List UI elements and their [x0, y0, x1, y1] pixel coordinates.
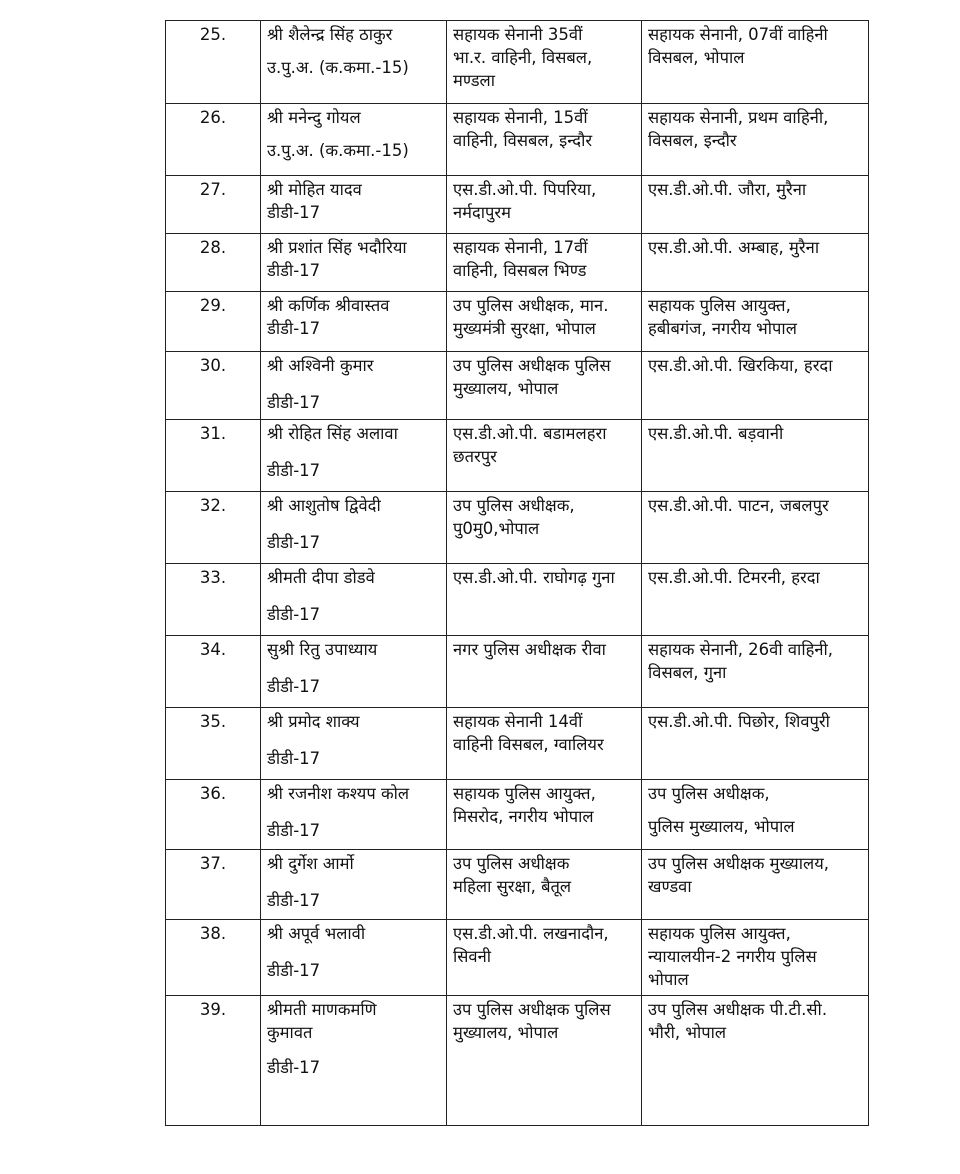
new-posting-cell	[642, 234, 869, 292]
new-posting-cell	[642, 492, 869, 564]
serial-number-cell	[166, 21, 261, 104]
new-posting-cell	[642, 996, 869, 1126]
table-row	[166, 104, 869, 176]
current-posting-line: एस.डी.ओ.पी. पिपरिया,	[453, 180, 597, 199]
table-row	[166, 636, 869, 708]
officer-designation: डीडी-17	[267, 1058, 321, 1077]
current-posting-line: सहायक सेनानी, 15वीं	[453, 108, 588, 127]
current-posting-line: मण्डला	[453, 71, 495, 90]
current-posting-line: मिसरोद, नगरीय भोपाल	[453, 807, 594, 826]
officer-cell	[261, 564, 447, 636]
serial-number: 25.	[199, 25, 227, 44]
table-row	[166, 780, 869, 850]
current-posting-line: उप पुलिस अधीक्षक,	[453, 496, 575, 515]
current-posting-line: उप पुलिस अधीक्षक, मान.	[453, 296, 609, 315]
current-posting-line: मुख्यालय, भोपाल	[453, 379, 559, 398]
officer-cell	[261, 420, 447, 492]
serial-number-cell	[166, 234, 261, 292]
serial-number-cell	[166, 780, 261, 850]
officer-cell	[261, 708, 447, 780]
officer-designation: डीडी-17	[267, 319, 321, 338]
new-posting-line: एस.डी.ओ.पी. बड़वानी	[648, 424, 784, 443]
serial-number: 33.	[199, 568, 227, 587]
table-row	[166, 850, 869, 920]
new-posting-line: खण्डवा	[648, 877, 692, 896]
officer-designation: डीडी-17	[267, 749, 321, 768]
current-posting-line: मुख्यमंत्री सुरक्षा, भोपाल	[453, 319, 596, 338]
officer-name: श्री शैलेन्द्र सिंह ठाकुर	[267, 25, 393, 44]
current-posting-line: सिवनी	[453, 947, 492, 966]
serial-number-cell	[166, 492, 261, 564]
serial-number-cell	[166, 850, 261, 920]
officer-designation: डीडी-17	[267, 533, 321, 552]
officer-designation: डीडी-17	[267, 961, 321, 980]
officer-cell	[261, 352, 447, 420]
new-posting-line: न्यायालयीन-2 नगरीय पुलिस	[648, 947, 817, 966]
serial-number: 27.	[199, 180, 227, 199]
officer-name: श्रीमती दीपा डोडवे	[267, 568, 375, 587]
new-posting-cell	[642, 564, 869, 636]
current-posting-line: एस.डी.ओ.पी. राघोगढ़ गुना	[453, 568, 615, 587]
new-posting-line: उप पुलिस अधीक्षक,	[648, 784, 770, 803]
serial-number: 38.	[199, 924, 227, 943]
new-posting-line: भौरी, भोपाल	[648, 1023, 727, 1042]
officer-cell	[261, 636, 447, 708]
current-posting-cell	[447, 492, 642, 564]
new-posting-cell	[642, 780, 869, 850]
current-posting-cell	[447, 292, 642, 352]
table-row	[166, 996, 869, 1126]
new-posting-line: हबीबगंज, नगरीय भोपाल	[648, 319, 797, 338]
serial-number: 36.	[199, 784, 227, 803]
table-row	[166, 176, 869, 234]
new-posting-cell	[642, 292, 869, 352]
serial-number: 34.	[199, 640, 227, 659]
table-row	[166, 292, 869, 352]
new-posting-line: सहायक पुलिस आयुक्त,	[648, 924, 791, 943]
officer-cell	[261, 780, 447, 850]
transfer-table-body	[166, 21, 869, 1126]
officer-designation: डीडी-17	[267, 605, 321, 624]
new-posting-cell	[642, 104, 869, 176]
new-posting-line: एस.डी.ओ.पी. पिछोर, शिवपुरी	[648, 712, 830, 731]
serial-number: 29.	[199, 296, 227, 315]
officer-cell	[261, 850, 447, 920]
officer-designation: डीडी-17	[267, 821, 321, 840]
new-posting-cell	[642, 420, 869, 492]
current-posting-line: उप पुलिस अधीक्षक पुलिस	[453, 1000, 611, 1019]
current-posting-line: उप पुलिस अधीक्षक पुलिस	[453, 356, 611, 375]
officer-designation: डीडी-17	[267, 461, 321, 480]
new-posting-line: एस.डी.ओ.पी. जौरा, मुरैना	[648, 180, 807, 199]
current-posting-line: एस.डी.ओ.पी. लखनादौन,	[453, 924, 609, 943]
officer-name: श्री दुर्गेश आर्मो	[267, 854, 354, 873]
officer-designation: डीडी-17	[267, 677, 321, 696]
current-posting-cell	[447, 352, 642, 420]
serial-number: 28.	[199, 238, 227, 257]
current-posting-line: सहायक पुलिस आयुक्त,	[453, 784, 596, 803]
new-posting-line: विसबल, भोपाल	[648, 48, 745, 67]
current-posting-cell	[447, 104, 642, 176]
officer-cell	[261, 920, 447, 996]
new-posting-cell	[642, 850, 869, 920]
officer-designation: डीडी-17	[267, 891, 321, 910]
serial-number: 31.	[199, 424, 227, 443]
current-posting-line: वाहिनी विसबल, ग्वालियर	[453, 735, 604, 754]
new-posting-line: विसबल, इन्दौर	[648, 131, 737, 150]
officer-cell	[261, 21, 447, 104]
serial-number: 39.	[199, 1000, 227, 1019]
officer-name: श्री कर्णिक श्रीवास्तव	[267, 296, 390, 315]
new-posting-line: एस.डी.ओ.पी. पाटन, जबलपुर	[648, 496, 829, 515]
serial-number-cell	[166, 564, 261, 636]
officer-designation: डीडी-17	[267, 261, 321, 280]
serial-number: 30.	[199, 356, 227, 375]
current-posting-line: पु0मु0,भोपाल	[453, 519, 540, 538]
officer-name: श्रीमती माणकमणि	[267, 1000, 377, 1019]
officer-name: श्री मोहित यादव	[267, 180, 362, 199]
new-posting-line: सहायक सेनानी, प्रथम वाहिनी,	[648, 108, 829, 127]
current-posting-line: सहायक सेनानी, 17वीं	[453, 238, 588, 257]
current-posting-line: वाहिनी, विसबल भिण्ड	[453, 261, 587, 280]
serial-number-cell	[166, 996, 261, 1126]
table-row	[166, 492, 869, 564]
current-posting-line: सहायक सेनानी 35वीं	[453, 25, 583, 44]
officer-name: श्री प्रशांत सिंह भदौरिया	[267, 238, 407, 257]
officer-cell	[261, 104, 447, 176]
new-posting-line: एस.डी.ओ.पी. टिमरनी, हरदा	[648, 568, 820, 587]
officer-name: श्री रोहित सिंह अलावा	[267, 424, 398, 443]
serial-number: 32.	[199, 496, 227, 515]
new-posting-line: एस.डी.ओ.पी. खिरकिया, हरदा	[648, 356, 833, 375]
officer-name: सुश्री रितु उपाध्याय	[267, 640, 378, 659]
new-posting-cell	[642, 21, 869, 104]
table-row	[166, 234, 869, 292]
current-posting-cell	[447, 920, 642, 996]
serial-number-cell	[166, 920, 261, 996]
new-posting-line: पुलिस मुख्यालय, भोपाल	[648, 817, 795, 836]
new-posting-line: एस.डी.ओ.पी. अम्बाह, मुरैना	[648, 238, 820, 257]
new-posting-line: भोपाल	[648, 970, 689, 989]
officer-name: श्री प्रमोद शाक्य	[267, 712, 360, 731]
officer-designation: डीडी-17	[267, 203, 321, 222]
current-posting-cell	[447, 996, 642, 1126]
serial-number-cell	[166, 708, 261, 780]
officer-cell	[261, 492, 447, 564]
serial-number: 37.	[199, 854, 227, 873]
serial-number-cell	[166, 176, 261, 234]
officer-name: श्री अपूर्व भलावी	[267, 924, 366, 943]
serial-number: 35.	[199, 712, 227, 731]
officer-name: श्री मनेन्दु गोयल	[267, 108, 361, 127]
new-posting-cell	[642, 352, 869, 420]
officer-designation: उ.पु.अ. (क.कमा.-15)	[267, 141, 409, 160]
transfer-table	[165, 20, 869, 1126]
officer-name: श्री अश्विनी कुमार	[267, 356, 374, 375]
current-posting-cell	[447, 176, 642, 234]
officer-designation: डीडी-17	[267, 393, 321, 412]
officer-name-continued: कुमावत	[267, 1023, 313, 1042]
current-posting-cell	[447, 21, 642, 104]
new-posting-cell	[642, 920, 869, 996]
current-posting-cell	[447, 234, 642, 292]
new-posting-cell	[642, 708, 869, 780]
new-posting-line: विसबल, गुना	[648, 663, 727, 682]
current-posting-line: नर्मदापुरम	[453, 203, 512, 222]
new-posting-line: सहायक पुलिस आयुक्त,	[648, 296, 791, 315]
new-posting-line: उप पुलिस अधीक्षक मुख्यालय,	[648, 854, 830, 873]
current-posting-cell	[447, 708, 642, 780]
current-posting-cell	[447, 636, 642, 708]
serial-number: 26.	[199, 108, 227, 127]
officer-name: श्री रजनीश कश्यप कोल	[267, 784, 410, 803]
current-posting-line: महिला सुरक्षा, बैतूल	[453, 877, 572, 896]
current-posting-line: छतरपुर	[453, 447, 497, 466]
new-posting-line: उप पुलिस अधीक्षक पी.टी.सी.	[648, 1000, 828, 1019]
current-posting-line: सहायक सेनानी 14वीं	[453, 712, 583, 731]
serial-number-cell	[166, 292, 261, 352]
current-posting-cell	[447, 780, 642, 850]
serial-number-cell	[166, 420, 261, 492]
officer-cell	[261, 234, 447, 292]
current-posting-line: वाहिनी, विसबल, इन्दौर	[453, 131, 593, 150]
current-posting-cell	[447, 850, 642, 920]
table-row	[166, 708, 869, 780]
new-posting-line: सहायक सेनानी, 07वीं वाहिनी	[648, 25, 828, 44]
officer-cell	[261, 996, 447, 1126]
new-posting-cell	[642, 636, 869, 708]
serial-number-cell	[166, 636, 261, 708]
current-posting-cell	[447, 564, 642, 636]
current-posting-line: मुख्यालय, भोपाल	[453, 1023, 559, 1042]
officer-cell	[261, 292, 447, 352]
current-posting-line: भा.र. वाहिनी, विसबल,	[453, 48, 593, 67]
table-row	[166, 564, 869, 636]
current-posting-line: उप पुलिस अधीक्षक	[453, 854, 570, 873]
table-row	[166, 920, 869, 996]
new-posting-line: सहायक सेनानी, 26वी वाहिनी,	[648, 640, 834, 659]
table-row	[166, 420, 869, 492]
officer-name: श्री आशुतोष द्विवेदी	[267, 496, 381, 515]
serial-number-cell	[166, 104, 261, 176]
officer-cell	[261, 176, 447, 234]
officer-designation: उ.पु.अ. (क.कमा.-15)	[267, 58, 409, 77]
serial-number-cell	[166, 352, 261, 420]
current-posting-line: एस.डी.ओ.पी. बडामलहरा	[453, 424, 607, 443]
new-posting-cell	[642, 176, 869, 234]
current-posting-cell	[447, 420, 642, 492]
table-row	[166, 352, 869, 420]
current-posting-line: नगर पुलिस अधीक्षक रीवा	[453, 640, 606, 659]
table-row	[166, 21, 869, 104]
